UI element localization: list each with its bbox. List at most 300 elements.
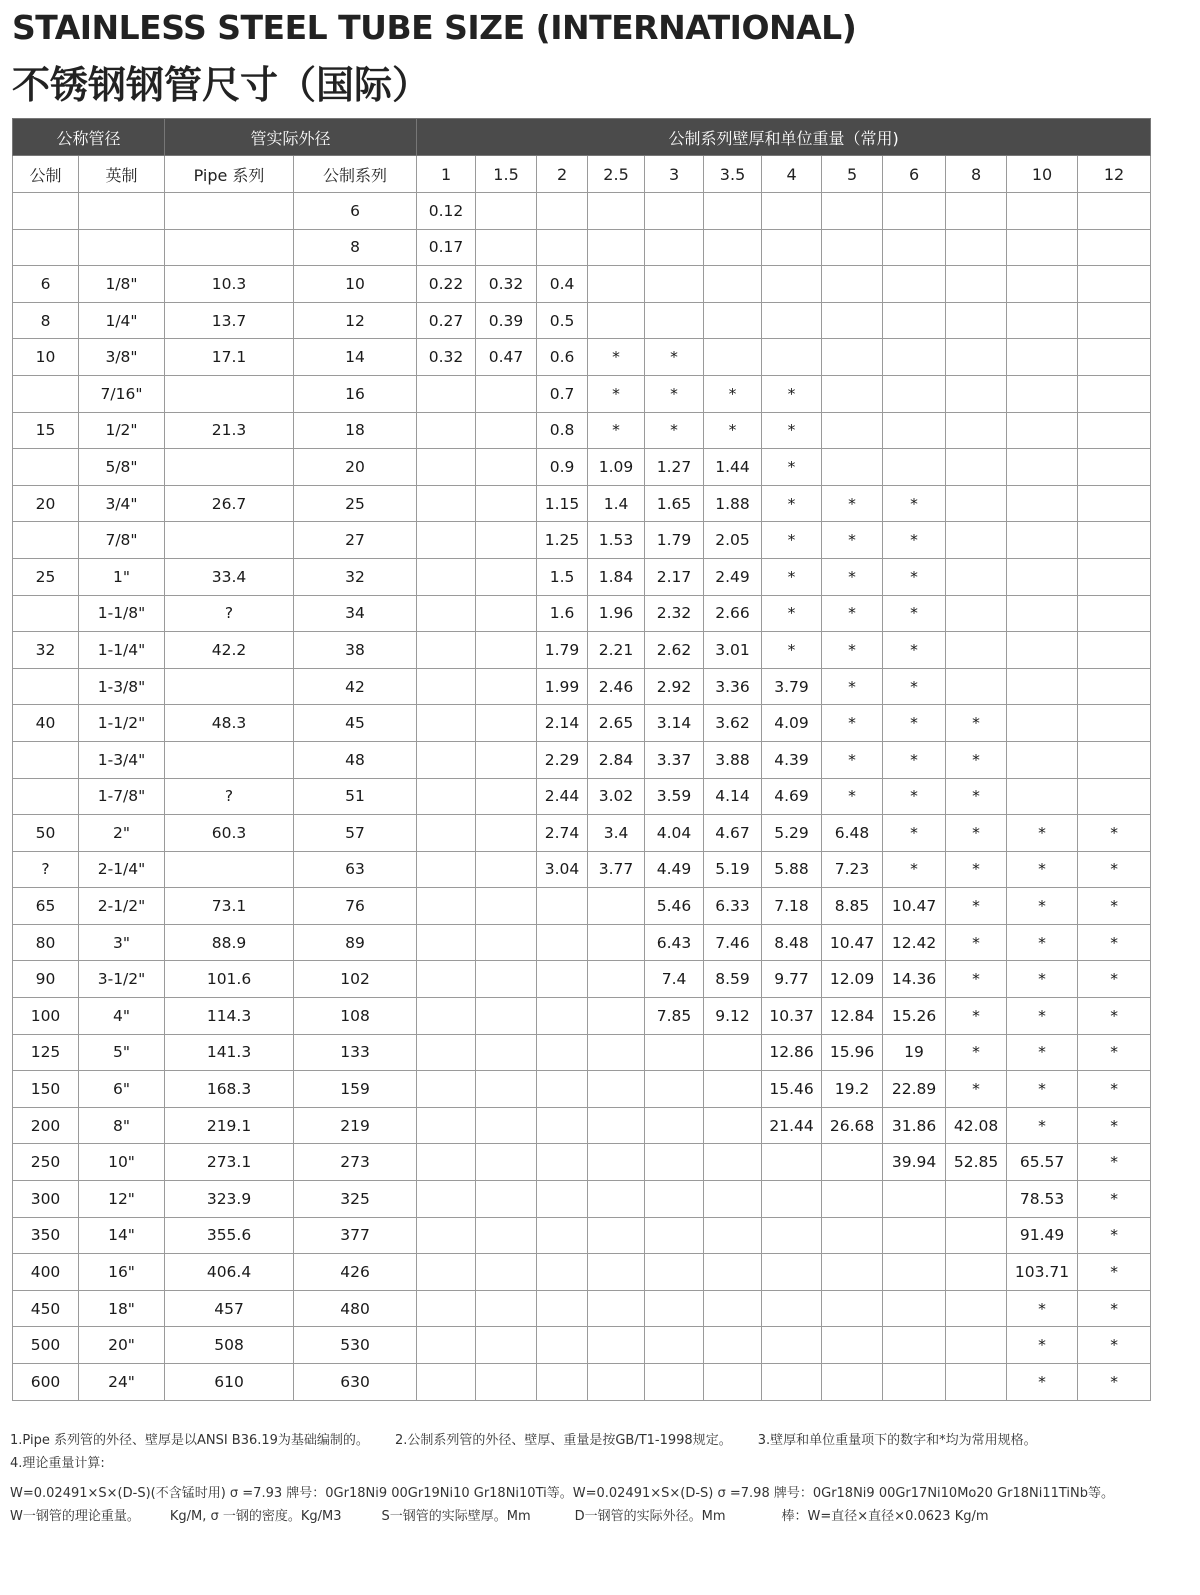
table-cell <box>417 1107 476 1144</box>
table-cell: 5.19 <box>704 851 762 888</box>
table-row <box>13 449 1151 486</box>
table-cell <box>946 1181 1007 1218</box>
table-cell: 8.48 <box>762 924 822 961</box>
table-cell: 0.9 <box>537 449 588 486</box>
table-cell: 60.3 <box>165 815 294 852</box>
tube-size-table <box>12 118 1151 1401</box>
table-cell <box>946 412 1007 449</box>
table-cell: 103.71 <box>1007 1254 1078 1291</box>
table-cell <box>822 375 883 412</box>
table-cell: 5" <box>79 1034 165 1071</box>
table-cell: * <box>1078 1290 1151 1327</box>
table-cell <box>822 412 883 449</box>
table-cell <box>476 449 537 486</box>
table-cell: * <box>822 741 883 778</box>
table-cell <box>476 1217 537 1254</box>
table-cell <box>476 522 537 559</box>
table-cell <box>476 632 537 669</box>
table-cell: * <box>822 558 883 595</box>
table-cell: * <box>822 522 883 559</box>
table-cell: 3-1/2" <box>79 961 165 998</box>
table-cell: 26.7 <box>165 485 294 522</box>
table-cell: 14" <box>79 1217 165 1254</box>
table-cell: 10 <box>294 266 417 303</box>
table-cell <box>588 1181 645 1218</box>
table-cell: 31.86 <box>883 1107 946 1144</box>
table-cell <box>1078 375 1151 412</box>
table-cell <box>762 266 822 303</box>
table-cell: 101.6 <box>165 961 294 998</box>
table-cell <box>537 1034 588 1071</box>
table-cell <box>645 229 704 266</box>
table-cell: * <box>822 485 883 522</box>
table-cell: * <box>1007 1327 1078 1364</box>
table-row <box>13 522 1151 559</box>
table-cell: 27 <box>294 522 417 559</box>
table-cell: 0.17 <box>417 229 476 266</box>
table-row <box>13 375 1151 412</box>
table-cell: 219 <box>294 1107 417 1144</box>
table-cell: 300 <box>13 1181 79 1218</box>
table-cell: 15 <box>13 412 79 449</box>
table-cell: 42.08 <box>946 1107 1007 1144</box>
table-cell: 2.92 <box>645 668 704 705</box>
table-cell <box>822 1217 883 1254</box>
table-cell <box>417 668 476 705</box>
table-cell <box>822 1364 883 1401</box>
table-cell <box>946 1290 1007 1327</box>
table-cell: 2.05 <box>704 522 762 559</box>
table-cell <box>537 1107 588 1144</box>
note-1: 1.Pipe 系列管的外径、壁厚是以ANSI B36.19为基础编制的。 <box>10 1433 369 1448</box>
table-cell <box>417 1364 476 1401</box>
table-cell: 0.32 <box>417 339 476 376</box>
table-cell <box>588 1144 645 1181</box>
table-cell <box>883 1327 946 1364</box>
table-cell: 73.1 <box>165 888 294 925</box>
table-cell: 355.6 <box>165 1217 294 1254</box>
table-cell <box>1078 449 1151 486</box>
table-cell: 1.65 <box>645 485 704 522</box>
table-cell: * <box>946 998 1007 1035</box>
header-actual-outer-diameter: 管实际外径 <box>165 119 417 156</box>
header-metric-series: 公制系列 <box>294 156 417 193</box>
table-cell <box>476 924 537 961</box>
table-cell: 12.09 <box>822 961 883 998</box>
table-cell: * <box>822 705 883 742</box>
table-cell: * <box>1078 1034 1151 1071</box>
table-cell <box>588 998 645 1035</box>
table-cell: * <box>883 741 946 778</box>
table-cell <box>704 1034 762 1071</box>
table-cell <box>704 302 762 339</box>
table-cell: 1.99 <box>537 668 588 705</box>
table-cell: 51 <box>294 778 417 815</box>
table-cell: 1" <box>79 558 165 595</box>
table-cell <box>762 229 822 266</box>
table-cell <box>417 558 476 595</box>
table-cell <box>704 266 762 303</box>
table-cell: * <box>946 961 1007 998</box>
table-cell: 33.4 <box>165 558 294 595</box>
table-cell: 133 <box>294 1034 417 1071</box>
table-cell: 32 <box>13 632 79 669</box>
table-cell <box>704 339 762 376</box>
table-cell: * <box>822 632 883 669</box>
table-cell <box>1078 193 1151 230</box>
table-cell: 21.3 <box>165 412 294 449</box>
table-cell <box>1007 485 1078 522</box>
table-cell <box>476 1144 537 1181</box>
table-cell: 600 <box>13 1364 79 1401</box>
table-cell: 20 <box>13 485 79 522</box>
table-cell: 6" <box>79 1071 165 1108</box>
table-cell <box>417 522 476 559</box>
table-cell: 15.26 <box>883 998 946 1035</box>
table-cell <box>417 998 476 1035</box>
table-cell <box>1078 412 1151 449</box>
header-thickness-3: 3 <box>645 156 704 193</box>
table-cell <box>645 1327 704 1364</box>
table-cell: 25 <box>294 485 417 522</box>
table-cell: * <box>946 778 1007 815</box>
table-cell <box>588 1034 645 1071</box>
table-row <box>13 632 1151 669</box>
table-cell: 1.53 <box>588 522 645 559</box>
table-cell <box>1007 705 1078 742</box>
table-cell: 4.39 <box>762 741 822 778</box>
table-cell: 2.32 <box>645 595 704 632</box>
table-cell <box>704 1217 762 1254</box>
table-cell <box>1078 741 1151 778</box>
table-cell: 1.27 <box>645 449 704 486</box>
table-cell: 114.3 <box>165 998 294 1035</box>
table-cell: * <box>946 1071 1007 1108</box>
table-cell: 17.1 <box>165 339 294 376</box>
table-cell: 0.7 <box>537 375 588 412</box>
table-cell: 14.36 <box>883 961 946 998</box>
table-cell: * <box>883 632 946 669</box>
table-cell <box>13 741 79 778</box>
table-cell <box>1078 522 1151 559</box>
table-cell <box>588 193 645 230</box>
table-cell <box>417 924 476 961</box>
table-cell <box>762 1181 822 1218</box>
table-cell <box>417 1327 476 1364</box>
table-cell: 450 <box>13 1290 79 1327</box>
table-cell: 219.1 <box>165 1107 294 1144</box>
table-cell <box>1007 412 1078 449</box>
table-row <box>13 668 1151 705</box>
table-cell: 3.4 <box>588 815 645 852</box>
table-cell: 63 <box>294 851 417 888</box>
table-cell <box>588 1364 645 1401</box>
table-cell <box>1007 741 1078 778</box>
table-cell: ? <box>13 851 79 888</box>
definition-bar: 棒：W=直径×直径×0.0623 Kg/m <box>781 1508 989 1524</box>
table-cell <box>13 229 79 266</box>
table-cell <box>704 1144 762 1181</box>
table-cell <box>165 851 294 888</box>
table-cell <box>476 668 537 705</box>
table-cell: * <box>946 888 1007 925</box>
table-cell <box>537 998 588 1035</box>
table-cell <box>822 229 883 266</box>
table-cell <box>704 1071 762 1108</box>
table-cell: 400 <box>13 1254 79 1291</box>
page-title-chinese: 不锈钢钢管尺寸（国际） <box>12 63 431 107</box>
table-cell: 6 <box>13 266 79 303</box>
table-cell: * <box>645 339 704 376</box>
table-cell: * <box>883 485 946 522</box>
table-cell <box>883 266 946 303</box>
table-cell <box>588 1327 645 1364</box>
table-cell: * <box>1078 888 1151 925</box>
table-cell: * <box>1078 1181 1151 1218</box>
table-cell: 630 <box>294 1364 417 1401</box>
table-cell: 3.77 <box>588 851 645 888</box>
table-cell <box>537 1327 588 1364</box>
table-cell: 1.96 <box>588 595 645 632</box>
table-cell: * <box>1078 1107 1151 1144</box>
table-cell: 89 <box>294 924 417 961</box>
table-cell: * <box>1078 1254 1151 1291</box>
table-cell <box>476 815 537 852</box>
table-cell: 426 <box>294 1254 417 1291</box>
table-cell: 1.79 <box>537 632 588 669</box>
table-cell <box>476 1327 537 1364</box>
table-cell: 5.29 <box>762 815 822 852</box>
table-cell <box>883 193 946 230</box>
table-cell <box>588 229 645 266</box>
table-cell: 7.23 <box>822 851 883 888</box>
page-title-english: STAINLESS STEEL TUBE SIZE (INTERNATIONAL) <box>12 8 857 47</box>
table-cell: 10.47 <box>883 888 946 925</box>
table-cell <box>476 193 537 230</box>
table-cell: 1/8" <box>79 266 165 303</box>
table-cell <box>476 998 537 1035</box>
table-cell <box>417 1217 476 1254</box>
table-cell <box>822 1144 883 1181</box>
table-cell: 1.84 <box>588 558 645 595</box>
table-cell <box>417 851 476 888</box>
table-cell <box>1007 375 1078 412</box>
table-row <box>13 485 1151 522</box>
table-cell <box>883 375 946 412</box>
table-cell: 15.46 <box>762 1071 822 1108</box>
table-cell: * <box>1078 1144 1151 1181</box>
table-cell: 3.01 <box>704 632 762 669</box>
table-row <box>13 1217 1151 1254</box>
table-cell: * <box>1078 1364 1151 1401</box>
table-cell: 2.66 <box>704 595 762 632</box>
table-cell: * <box>883 595 946 632</box>
table-cell: 2-1/4" <box>79 851 165 888</box>
table-cell: * <box>946 741 1007 778</box>
table-cell <box>883 449 946 486</box>
table-cell: 0.39 <box>476 302 537 339</box>
table-cell <box>1007 302 1078 339</box>
table-cell <box>762 1364 822 1401</box>
table-cell: 2.62 <box>645 632 704 669</box>
table-cell: 125 <box>13 1034 79 1071</box>
table-cell: 1-3/8" <box>79 668 165 705</box>
table-cell: 1.09 <box>588 449 645 486</box>
table-cell: * <box>946 705 1007 742</box>
table-cell <box>883 1364 946 1401</box>
table-cell: * <box>1007 851 1078 888</box>
table-cell <box>946 339 1007 376</box>
table-cell <box>588 1107 645 1144</box>
table-cell: * <box>946 815 1007 852</box>
table-cell: 12.86 <box>762 1034 822 1071</box>
table-cell <box>588 1217 645 1254</box>
table-row <box>13 339 1151 376</box>
table-cell: * <box>1078 924 1151 961</box>
table-cell <box>1078 668 1151 705</box>
header-nominal-diameter: 公称管径 <box>13 119 165 156</box>
table-cell <box>883 229 946 266</box>
table-cell: 1.44 <box>704 449 762 486</box>
table-cell: 3/8" <box>79 339 165 376</box>
table-cell: 2.84 <box>588 741 645 778</box>
table-cell: * <box>645 412 704 449</box>
table-cell <box>946 558 1007 595</box>
table-cell <box>883 1217 946 1254</box>
table-cell <box>1078 266 1151 303</box>
footnotes <box>10 1430 1195 1528</box>
table-cell: 7.18 <box>762 888 822 925</box>
table-cell <box>1078 229 1151 266</box>
table-cell: 1-1/4" <box>79 632 165 669</box>
table-cell: * <box>1007 998 1078 1035</box>
table-cell <box>822 302 883 339</box>
table-cell <box>417 412 476 449</box>
table-cell: 0.6 <box>537 339 588 376</box>
table-cell <box>946 302 1007 339</box>
table-cell <box>645 1364 704 1401</box>
table-cell <box>1007 229 1078 266</box>
header-thickness-4: 4 <box>762 156 822 193</box>
table-cell <box>822 193 883 230</box>
table-cell: 13.7 <box>165 302 294 339</box>
table-cell <box>417 595 476 632</box>
formula-1: W=0.02491×S×(D-S)(不含锰时用) σ =7.93 牌号：0Gr18Ni9 00Gr19Ni10 Gr18Ni10Ti等。 <box>10 1486 573 1501</box>
table-cell <box>946 266 1007 303</box>
table-cell <box>13 375 79 412</box>
table-cell <box>645 1290 704 1327</box>
table-cell: * <box>883 668 946 705</box>
table-cell: 406.4 <box>165 1254 294 1291</box>
table-cell: 6 <box>294 193 417 230</box>
table-cell <box>165 193 294 230</box>
table-cell <box>762 1290 822 1327</box>
table-cell: 78.53 <box>1007 1181 1078 1218</box>
table-cell: 18 <box>294 412 417 449</box>
table-cell <box>883 1181 946 1218</box>
table-cell: 3.88 <box>704 741 762 778</box>
table-cell <box>1007 595 1078 632</box>
table-cell <box>417 961 476 998</box>
table-cell <box>704 193 762 230</box>
table-cell: 10 <box>13 339 79 376</box>
table-cell: 10.47 <box>822 924 883 961</box>
table-cell: 7.4 <box>645 961 704 998</box>
header-thickness-3-5: 3.5 <box>704 156 762 193</box>
table-row <box>13 1364 1151 1401</box>
group-header-row <box>13 119 1151 156</box>
table-cell: 0.22 <box>417 266 476 303</box>
table-cell <box>822 1327 883 1364</box>
table-cell <box>762 1144 822 1181</box>
table-cell: 4.09 <box>762 705 822 742</box>
table-cell: * <box>822 778 883 815</box>
table-cell: * <box>822 595 883 632</box>
header-thickness-2-5: 2.5 <box>588 156 645 193</box>
table-cell: 168.3 <box>165 1071 294 1108</box>
table-cell <box>1007 632 1078 669</box>
table-cell: 4" <box>79 998 165 1035</box>
table-cell: 48 <box>294 741 417 778</box>
header-metric: 公制 <box>13 156 79 193</box>
table-cell <box>946 193 1007 230</box>
definition-w: W一钢管的理论重量。 <box>10 1508 140 1524</box>
table-cell: 1-1/2" <box>79 705 165 742</box>
table-cell: * <box>1007 888 1078 925</box>
table-cell: 1/2" <box>79 412 165 449</box>
note-2: 2.公制系列管的外径、壁厚、重量是按GB/T1-1998规定。 <box>394 1433 732 1448</box>
table-cell: 2.49 <box>704 558 762 595</box>
table-cell <box>1078 705 1151 742</box>
header-thickness-2: 2 <box>537 156 588 193</box>
table-cell <box>537 924 588 961</box>
table-cell: * <box>1007 1034 1078 1071</box>
table-cell: 22.89 <box>883 1071 946 1108</box>
table-cell <box>704 1290 762 1327</box>
table-cell <box>165 229 294 266</box>
table-row <box>13 1034 1151 1071</box>
table-cell: 159 <box>294 1071 417 1108</box>
table-cell: 8.59 <box>704 961 762 998</box>
table-cell <box>417 1144 476 1181</box>
table-cell: 1.4 <box>588 485 645 522</box>
table-cell: 4.69 <box>762 778 822 815</box>
table-cell: * <box>1007 1071 1078 1108</box>
sub-header-row <box>13 156 1151 193</box>
table-cell: * <box>645 375 704 412</box>
table-cell <box>1007 668 1078 705</box>
table-cell: 3.37 <box>645 741 704 778</box>
table-cell <box>417 1071 476 1108</box>
table-cell: 32 <box>294 558 417 595</box>
table-cell: 480 <box>294 1290 417 1327</box>
table-cell <box>946 449 1007 486</box>
table-cell <box>946 1364 1007 1401</box>
table-cell <box>588 1071 645 1108</box>
table-cell: 8" <box>79 1107 165 1144</box>
definition-s: S一钢管的实际壁厚。Mm <box>381 1508 531 1524</box>
table-cell: 45 <box>294 705 417 742</box>
table-cell <box>883 1254 946 1291</box>
table-cell: 7/16" <box>79 375 165 412</box>
note-3: 3.壁厚和单位重量项下的数字和*均为常用规格。 <box>757 1433 1037 1448</box>
table-cell <box>476 1181 537 1218</box>
table-cell: 10.37 <box>762 998 822 1035</box>
table-cell <box>537 888 588 925</box>
header-thickness-1-5: 1.5 <box>476 156 537 193</box>
table-cell <box>417 778 476 815</box>
table-cell: 19.2 <box>822 1071 883 1108</box>
